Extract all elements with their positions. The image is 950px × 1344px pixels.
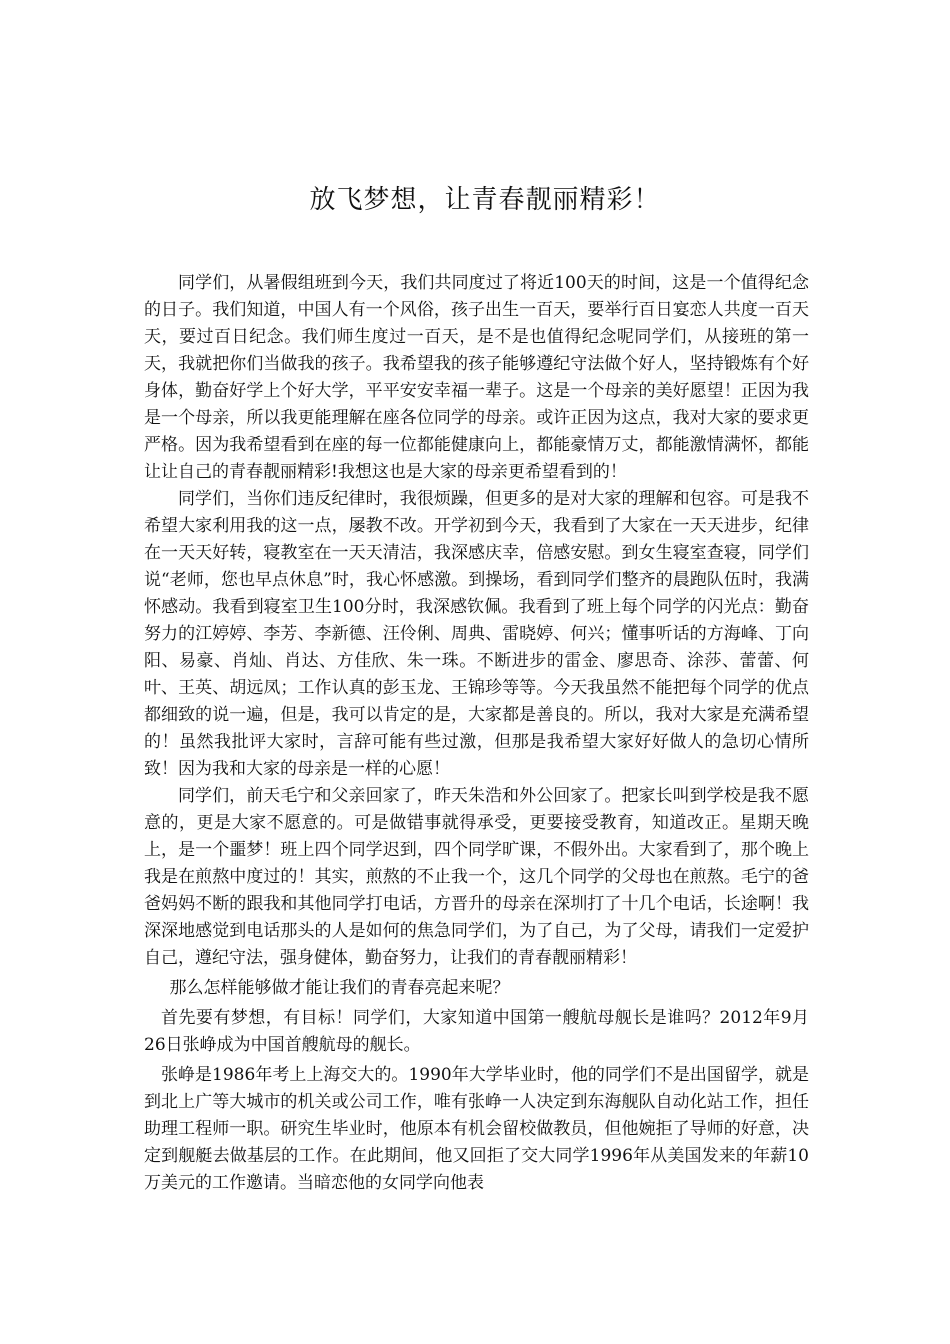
paragraph-1: 同学们，从暑假组班到今天，我们共同度过了将近100天的时间，这是一个值得纪念的日子。我们知道，中国人有一个风俗，孩子出生一百天，要举行百日宴恋人共度一百天天，要过百日纪念。我们师生度过一百天，是不是也值得纪念呢同学们，从接班的第一天，我就把你们当做我的孩子。我希望我的孩子能够遵纪守法做个好人，坚持锻炼有个好身体，勤奋好学上个好大学，平平安安幸福一辈子。这是一个母亲的美好愿望！正因为我是一个母亲，所以我更能理解在座各位同学的母亲。或许正因为这点，我对大家的要求更严格。因为我希望看到在座的每一位都能健康向上，都能豪情万丈，都能激情满怀，都能让让自己的青春靓丽精彩!我想这也是大家的母亲更希望看到的！ [144,273,809,482]
document-title: 放飞梦想，让青春靓丽精彩！ [309,185,661,215]
paragraph-3: 同学们，前天毛宁和父亲回家了，昨天朱浩和外公回家了。把家长叫到学校是我不愿意的，更是大家不愿意的。可是做错事就得承受，更要接受教育，知道改正。星期天晚上，是一个噩梦！班上四个同学迟到，四个同学旷课，不假外出。大家看到了，那个晚上我是在煎熬中度过的！其实，煎熬的不止我一个，这几个同学的父母也在煎熬。毛宁的爸爸妈妈不断的跟我和其他同学打电话，方晋升的母亲在深圳打了十几个电话，长途啊！我深深地感觉到电话那头的人是如何的焦急同学们，为了自己，为了父母，请我们一定爱护自己，遵纪守法，强身健体，勤奋努力，让我们的青春靓丽精彩！ [144,786,809,968]
paragraph-4: 那么怎样能够做才能让我们的青春亮起来呢？ [169,978,510,998]
paragraph-6: 张峥是1986年考上上海交大的。1990年大学毕业时，他的同学们不是出国留学，就是到北上广等大城市的机关或公司工作，唯有张峥一人决定到东海舰队自动化站工作，担任助理工程师一职。研究生毕业时，他原本有机会留校做教员，但他婉拒了导师的好意，决定到舰艇去做基层的工作。在此期间，他又回拒了交大同学1996年从美国发来的年薪10万美元的工作邀请。当暗恋他的女同学向他表 [144,1065,809,1193]
document-body [144,270,809,1197]
paragraph-2: 同学们，当你们违反纪律时，我很烦躁，但更多的是对大家的理解和包容。可是我不希望大家利用我的这一点，屡教不改。开学初到今天，我看到了大家在一天天进步，纪律在一天天好转，寝教室在一天天清洁，我深感庆幸，倍感安慰。到女生寝室查寝，同学们说“老师，您也早点休息”时，我心怀感激。到操场，看到同学们整齐的晨跑队伍时，我满怀感动。我看到寝室卫生100分时，我深感钦佩。我看到了班上每个同学的闪光点：勤奋努力的江婷婷、李芳、李新德、汪伶俐、周典、雷晓婷、何兴；懂事听话的方海峰、丁向阳、易豪、肖灿、肖达、方佳欣、朱一珠。不断进步的雷金、廖思奇、涂莎、蕾蕾、何叶、王英、胡远凤；工作认真的彭玉龙、王锦珍等等。今天我虽然不能把每个同学的优点都细致的说一遍，但是，我可以肯定的是，大家都是善良的。所以，我对大家是充满希望的！虽然我批评大家时，言辞可能有些过激，但那是我希望大家好好做人的急切心情所致！因为我和大家的母亲是一样的心愿！ [144,489,809,779]
paragraph-5: 首先要有梦想，有目标！同学们，大家知道中国第一艘航母舰长是谁吗？2012年9月26日张峥成为中国首艘航母的舰长。 [144,1008,809,1055]
